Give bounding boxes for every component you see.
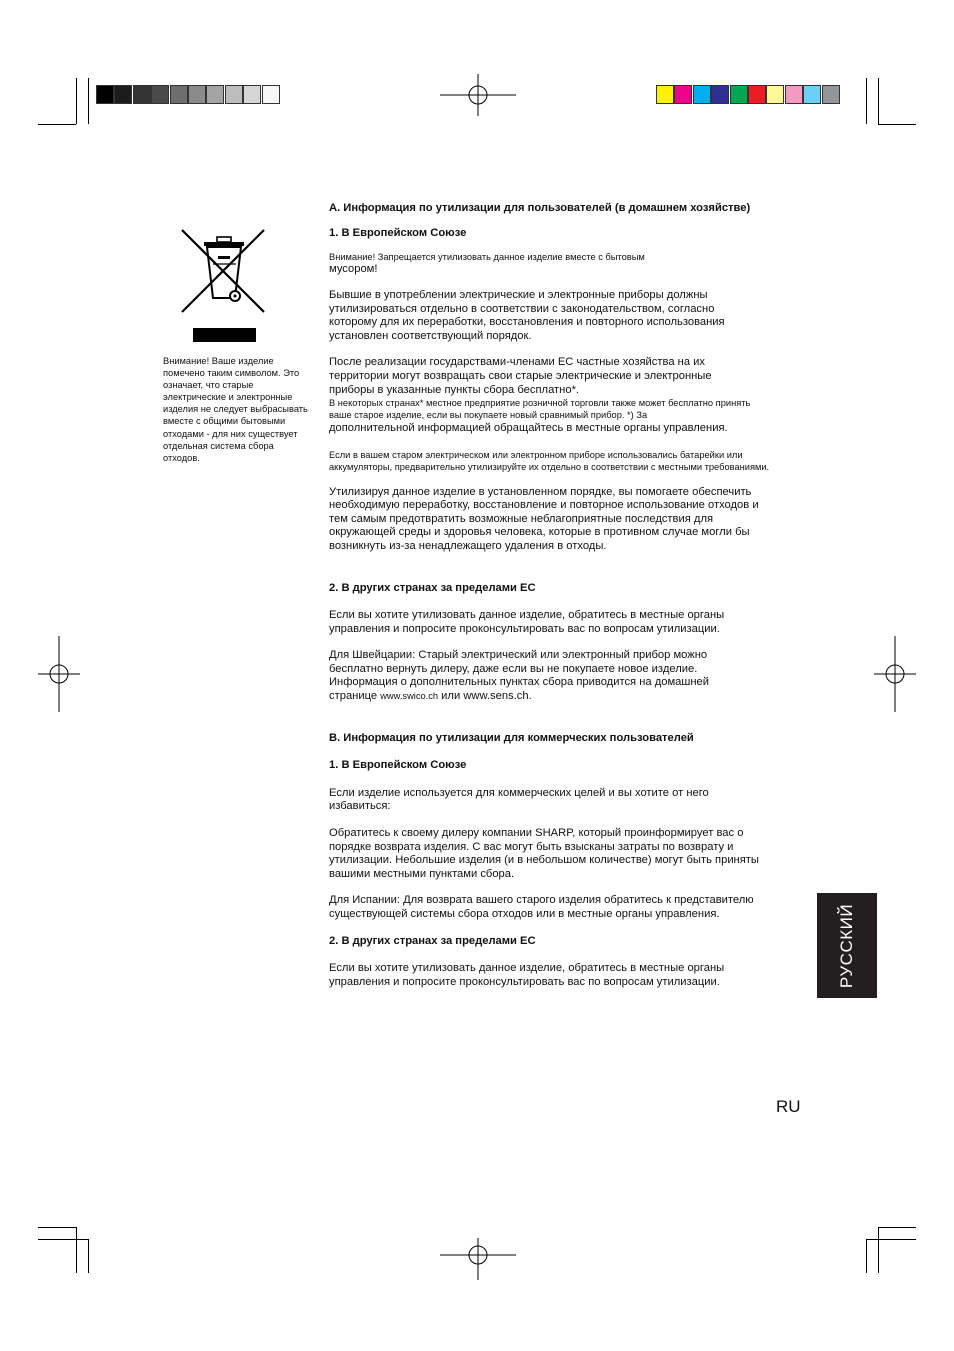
crop-mark [88,78,89,124]
color-swatch [730,85,748,104]
crop-mark [38,124,76,125]
section-a-eu-p2-end: дополнительной информацией обращайтесь в местные органы управления. [329,421,728,434]
section-a-other-p2-text: Для Швейцарии: Старый электрический или электронный прибор можно бесплатно вернуть дилеру, даже если вы не покупаете новое изделие. Информация о дополнительных пунктах сбора приводится на домашней [329,649,710,689]
color-swatch [822,85,840,104]
section-a-other-p2-tail-end: или www.sens.ch. [438,690,532,703]
section-a-eu-p3: Если в вашем старом электрическом или электронном приборе использовались батарейки или аккумуляторы, предварительно утилизируйте их отдельно в соответствии с местными требованиями. [329,450,770,473]
section-b-eu-heading: 1. В Европейском Союзе [329,759,467,772]
color-swatch [693,85,711,104]
grayscale-swatch [225,85,243,104]
section-a-other-p2 [329,649,739,703]
crop-mark [878,1227,916,1228]
grayscale-swatch [243,85,261,104]
color-swatch [803,85,821,104]
page-code: RU [776,1097,801,1116]
section-a-eu-p4: Утилизируя данное изделие в установленном порядке, вы помогаете обеспечить необходимую переработку, восстановление и повторное использование отходов и тем самым предотвратить возможные неблагоприятные последствия для окружающей среды и здоровья человека, которые в противном случае могли бы возникнуть из-за ненадлежащего удаления в отходы. [329,485,759,552]
swico-link[interactable]: www.swico.ch [380,691,439,702]
registration-mark-right [874,636,916,712]
section-b-eu-p3: Для Испании: Для возврата вашего старого изделия обратитесь к представителю существующей системы сбора отходов или в местные органы управления. [329,894,754,921]
registration-mark-top [440,74,516,116]
grayscale-swatch [151,85,169,104]
section-b-eu-p2: Обратитесь к своему дилеру компании SHARP, который проинформирует вас о порядке возврата изделия. С вас могут быть взысканы затраты по возврату и утилизации. Небольшие изделия (и в небольшом количестве) могут быть приняты вашими местными пунктами сбора. [329,827,759,880]
symbol-note: Внимание! Ваше изделие помечено таким символом. Это означает, что старые электрические и электронные изделия не следует выбрасывать вместе с общими бытовыми отходами - для них существует отдельная система сбора отходов. [163,356,308,463]
language-tab-label: РУССКИЙ [837,903,856,988]
color-swatch [766,85,784,104]
section-a-eu-p1: Бывшие в употреблении электрические и электронные приборы должны утилизироваться отдельно в соответствии с законодательством, согласно которому для их переработки, восстановления и повторного использования установлен соответствующий порядок. [329,288,725,342]
grayscale-swatch [188,85,206,104]
registration-mark-left [38,636,80,712]
color-swatch [785,85,803,104]
crop-mark [38,1227,76,1228]
grayscale-swatch [262,85,280,104]
section-a-other-p1: Если вы хотите утилизовать данное изделие, обратитесь в местные органы управления и попросите проконсультировать вас по вопросам утилизации. [329,609,725,635]
section-b-title: B. Информация по утилизации для коммерческих пользователей [329,731,694,744]
crop-mark [866,1239,867,1273]
section-a-warning-end: мусором! [329,263,378,276]
section-b-other-heading: 2. В других странах за пределами ЕС [329,934,536,947]
crop-mark [866,78,867,124]
language-tab [817,893,877,998]
color-swatch [656,85,674,104]
grayscale-swatch [206,85,224,104]
weee-black-bar [193,328,256,342]
section-a-eu-heading: 1. В Европейском Союзе [329,226,467,239]
section-a-title: A. Информация по утилизации для пользователей (в домашнем хозяйстве) [329,202,751,214]
main-content [329,202,774,989]
section-a-other-heading: 2. В других странах за пределами ЕС [329,581,536,594]
registration-mark-bottom [440,1238,516,1280]
section-b-eu-p1: Если изделие используется для коммерческих целей и вы хотите от него избавиться: [329,786,709,813]
grayscale-swatch [96,85,114,104]
section-a-eu-p2: После реализации государствами-членами ЕС частные хозяйства на их территории могут возвращать свои старые электрические и электронные приборы в указанные пункты сбора бесплатно*. [329,356,712,396]
grayscale-swatch [114,85,132,104]
section-a-other-p2-tail: странице [329,690,381,703]
section-b-other-p1: Если вы хотите утилизовать данное изделие, обратитесь в местные органы управления и попросите проконсультировать вас по вопросам утилизации. [329,962,725,988]
section-a-warning: Внимание! Запрещается утилизовать данное изделие вместе с бытовым [329,252,645,263]
crop-mark [76,78,77,124]
crop-mark [76,1227,77,1273]
color-swatch [674,85,692,104]
crop-mark [38,1239,88,1240]
grayscale-swatch [170,85,188,104]
grayscale-swatch [133,85,151,104]
crossed-out-bin-icon [180,228,268,316]
crop-mark [88,1239,89,1273]
section-a-eu-p2-small: В некоторых странах* местное предприятие розничной торговли также может бесплатно принять ваше старое изделие, если вы покупаете новый сравнимый прибор. *) За [329,398,751,421]
crop-mark [878,78,879,124]
crop-mark [866,1239,916,1240]
crop-mark [878,124,916,125]
crop-mark [878,1227,879,1273]
color-swatch [748,85,766,104]
color-swatch [711,85,729,104]
